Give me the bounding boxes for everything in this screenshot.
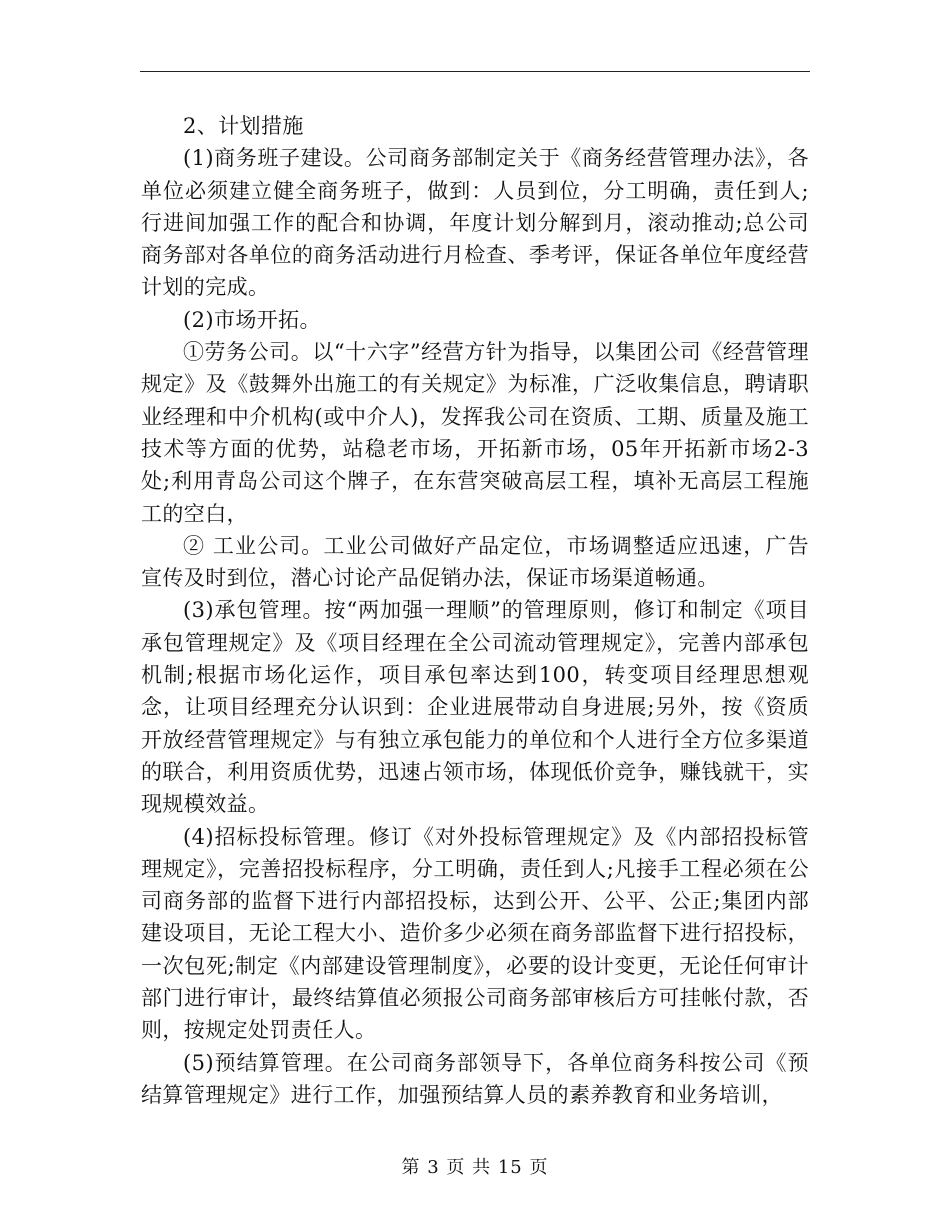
page-number: 第 3 页 共 15 页 <box>401 1157 549 1178</box>
paragraph-labor-company: ①劳务公司。以“十六字”经营方针为指导，以集团公司《经营管理规定》及《鼓舞外出施工的有关规定》为标准，广泛收集信息，聘请职业经理和中介机构(或中介人)，发挥我公司在资质、工期、质量及施工技术等方面的优势，站稳老市场，开拓新市场，05年开拓新市场2-3处;利用青岛公司这个牌子，在东营突破高层工程，填补无高层工程施工的空白， <box>141 340 809 526</box>
paragraph-market-expansion: (2)市场开拓。 <box>183 307 321 332</box>
paragraph-budget-settlement: (5)预结算管理。在公司商务部领导下，各单位商务科按公司《预结算管理规定》进行工作，加强预结算人员的素养教育和业务培训， <box>141 1050 809 1107</box>
document-body <box>141 110 809 1111</box>
paragraph-contract-management: (3)承包管理。按“两加强一理顺”的管理原则，修订和制定《项目承包管理规定》及《项目经理在全公司流动管理规定》，完善内部承包机制;根据市场化运作，项目承包率达到100，转变项目经理思想观念，让项目经理充分认识到：企业进展带动自身进展;另外，按《资质开放经营管理规定》与有独立承包能力的单位和个人进行全方位多渠道的联合，利用资质优势，迅速占领市场，体现低价竞争，赚钱就干，实现规模效益。 <box>141 598 809 817</box>
section-heading: 2、计划措施 <box>183 114 304 138</box>
header-rule <box>140 71 810 72</box>
paragraph-industrial-company: ② 工业公司。工业公司做好产品定位，市场调整适应迅速，广告宣传及时到位，潜心讨论产品促销办法，保证市场渠道畅通。 <box>141 533 809 591</box>
paragraph-business-team: (1)商务班子建设。公司商务部制定关于《商务经营管理办法》，各单位必须建立健全商务班子，做到：人员到位，分工明确，责任到人;行进间加强工作的配合和协调，年度计划分解到月，滚动推动;总公司商务部对各单位的商务活动进行月检查、季考评，保证各单位年度经营计划的完成。 <box>141 146 809 300</box>
paragraph-bidding-management: (4)招标投标管理。修订《对外投标管理规定》及《内部招投标管理规定》，完善招投标程序，分工明确，责任到人;凡接手工程必须在公司商务部的监督下进行内部招投标，达到公开、公平、公正;集团内部建设项目，无论工程大小、造价多少必须在商务部监督下进行招投标，一次包死;制定《内部建设管理制度》，必要的设计变更，无论任何审计部门进行审计，最终结算值必须报公司商务部审核后方可挂帐付款，否则，按规定处罚责任人。 <box>141 824 809 1043</box>
